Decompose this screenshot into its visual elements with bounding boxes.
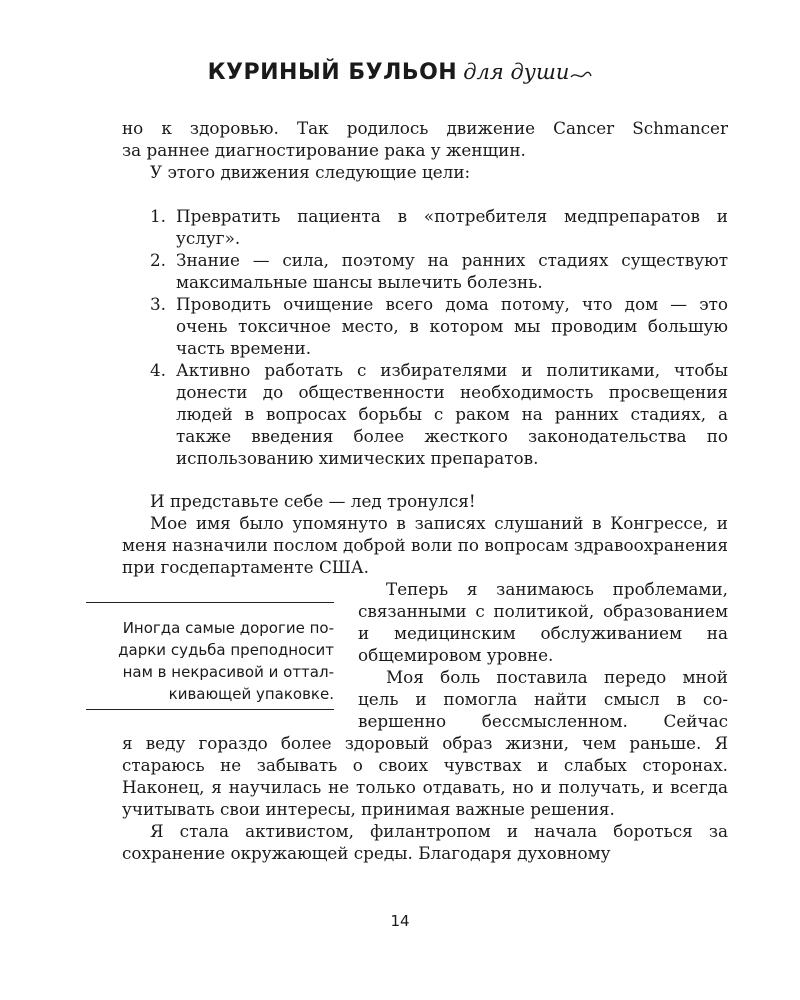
pull-quote [86, 602, 334, 710]
page-number: 14 [390, 912, 410, 930]
paragraph-activist: Я стала активистом, филантропом и начала бороться за сохранение окружающей среды. Благодаря духовному [122, 821, 728, 863]
body-block-1 [122, 490, 728, 578]
running-header-script: для души [463, 60, 570, 84]
paragraph-pain-rest: я веду гораздо более здоровый образ жизни, чем раньше. Я стараюсь не забывать о своих чувствах и слабых сторонах. Наконец, я научилась не только отдавать, но и получать, и всегда учитывать свои интересы, принимая важные решения. [122, 733, 728, 819]
goal-number: 4. [150, 360, 167, 380]
intro-block [122, 117, 728, 183]
goal-item [150, 293, 728, 359]
paragraph-now: Теперь я занимаюсь проблемами, связанными с политикой, образованием и медицинским обслуживанием на общемировом уровне. [358, 579, 728, 665]
body-block-2 [122, 732, 728, 864]
goal-number: 1. [150, 206, 167, 226]
goal-number: 3. [150, 294, 167, 314]
goal-item [150, 359, 728, 469]
running-header [0, 60, 800, 85]
intro-line-1: но к здоровью. Так родилось движение Cancer Schmancer [122, 118, 728, 138]
goal-item [150, 205, 728, 249]
paragraph-ice: И представьте себе — лед тронулся! [150, 491, 476, 511]
pull-quote-line: кивающей упаковке. [168, 685, 334, 703]
goal-text: Превратить пациента в «потребителя медпрепаратов и услуг». [176, 206, 728, 248]
pull-quote-line: нам в некрасивой и оттал- [122, 663, 334, 681]
body-block-wrap [358, 578, 728, 732]
intro-line-3: У этого движения следующие цели: [150, 162, 471, 182]
goal-text: Проводить очищение всего дома потому, что дом — это очень токсичное место, в котором мы проводим большую часть времени. [176, 294, 728, 358]
intro-line-2: за раннее диагностирование рака у женщин. [122, 140, 526, 160]
goals-list [150, 205, 728, 469]
running-header-title: КУРИНЫЙ БУЛЬОН [207, 60, 458, 85]
paragraph-congress: Мое имя было упомянуто в записях слушаний в Конгрессе, и меня назначили послом доброй воли по вопросам здравоохранения при госдепартаменте США. [122, 513, 728, 577]
pull-quote-line: Иногда самые дорогие по- [122, 619, 334, 637]
goal-item [150, 249, 728, 293]
pull-quote-line: дарки судьба преподносит [118, 641, 334, 659]
goal-text: Активно работать с избирателями и политиками, чтобы донести до общественности необходимость просвещения людей в вопросах борьбы с раком на ранних стадиях, а также введения более жесткого законодательства по использованию химических препаратов. [176, 360, 728, 468]
goal-text: Знание — сила, поэтому на ранних стадиях существуют максимальные шансы вылечить болезнь. [176, 250, 728, 292]
swash-ornament [570, 68, 592, 82]
paragraph-pain-start: Моя боль поставила передо мной цель и помогла найти смысл в совершенно бессмысленном. Сейчас [358, 667, 728, 731]
goal-number: 2. [150, 250, 167, 270]
